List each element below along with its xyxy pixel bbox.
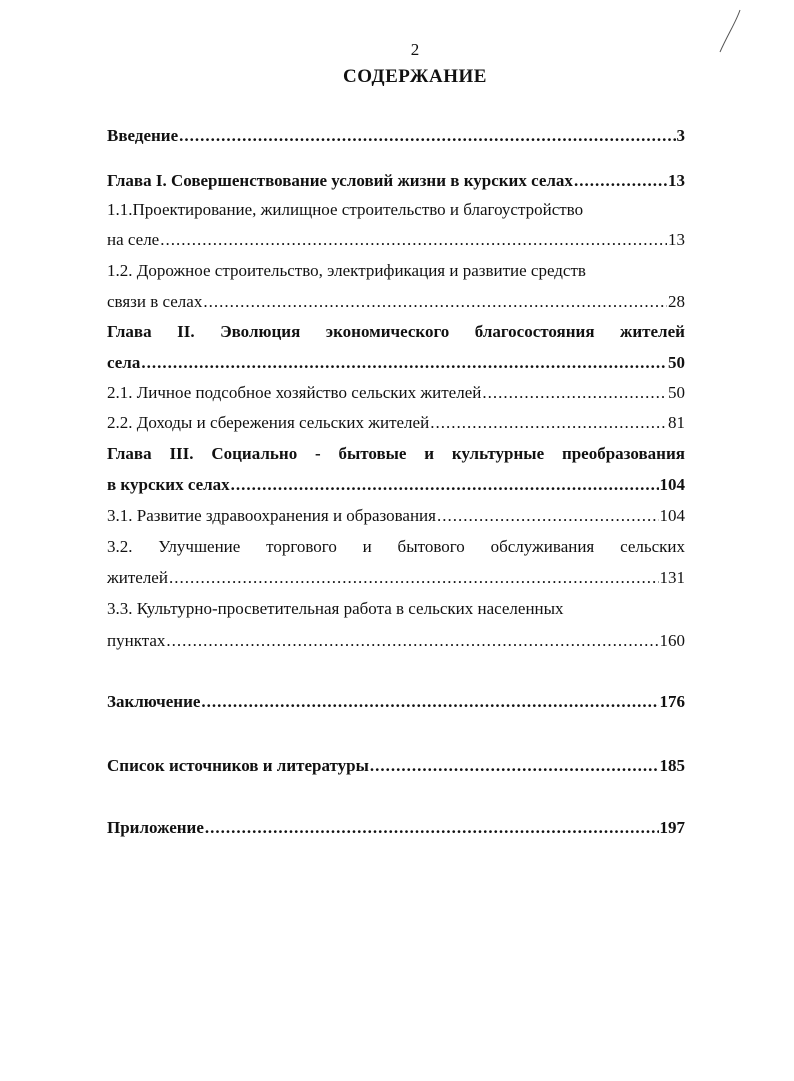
toc-entry-chapter-2-line2[interactable]	[107, 353, 685, 373]
toc-entry-chapter-1[interactable]	[107, 171, 685, 191]
toc-entry-page: 104	[659, 506, 685, 525]
toc-entry-page: 197	[659, 818, 685, 837]
toc-word: 3.2.	[107, 537, 133, 556]
toc-word: жителей	[620, 322, 685, 341]
leader-dots	[203, 292, 667, 312]
toc-entry-label: Приложение	[107, 818, 204, 837]
toc-entry-label: Введение	[107, 126, 179, 145]
toc-entry-page: 131	[659, 568, 685, 587]
leader-dots	[370, 756, 659, 776]
toc-entry-2-1[interactable]	[107, 383, 685, 403]
toc-word: обслуживания	[490, 537, 595, 556]
leader-dots	[166, 631, 658, 651]
toc-entry-sources[interactable]	[107, 756, 685, 776]
leader-dots	[160, 230, 667, 250]
toc-entry-label: села	[107, 353, 141, 372]
leader-dots	[430, 413, 667, 433]
toc-entry-page: 185	[659, 756, 685, 775]
toc-entry-1-2-line1[interactable]	[107, 261, 685, 281]
toc-entry-1-1-line2[interactable]	[107, 230, 685, 250]
toc-entry-3-2-line2[interactable]	[107, 568, 685, 588]
toc-entry-label: на селе	[107, 230, 160, 249]
toc-word: преобразования	[561, 444, 685, 463]
toc-word: Улучшение	[158, 537, 241, 556]
toc-entry-3-1[interactable]	[107, 506, 685, 526]
toc-word: Социально	[211, 444, 298, 463]
toc-entry-page: 28	[668, 292, 685, 311]
toc-entry-page: 3	[676, 126, 685, 145]
leader-dots	[231, 475, 659, 495]
toc-entry-3-3-line2[interactable]	[107, 631, 685, 651]
toc-entry-chapter-3-line2[interactable]	[107, 475, 685, 495]
toc-entry-page: 176	[659, 692, 685, 711]
leader-dots	[169, 568, 659, 588]
toc-entry-appendix[interactable]	[107, 818, 685, 838]
pen-stroke-mark	[716, 8, 744, 56]
toc-entry-label: Список источников и литературы	[107, 756, 369, 775]
toc-entry-page: 81	[668, 413, 685, 432]
toc-word: Эволюция	[220, 322, 301, 341]
toc-word: и	[362, 537, 372, 556]
toc-entry-label: 3.1. Развитие здравоохранения и образования	[107, 506, 436, 525]
leader-dots	[141, 353, 667, 373]
toc-entry-page: 160	[659, 631, 685, 650]
toc-entry-page: 104	[659, 475, 685, 494]
toc-entry-2-2[interactable]	[107, 413, 685, 433]
toc-entry-page: 50	[668, 383, 685, 402]
toc-word: благосостояния	[474, 322, 595, 341]
toc-entry-3-2-line1[interactable]	[107, 537, 685, 557]
toc-entry-label: связи в селах	[107, 292, 203, 311]
toc-word: II.	[177, 322, 195, 341]
toc-entry-page: 13	[668, 230, 685, 249]
toc-entry-intro[interactable]	[107, 126, 685, 146]
toc-entry-label: жителей	[107, 568, 168, 587]
toc-entry-conclusion[interactable]	[107, 692, 685, 712]
toc-entry-label: 1.2. Дорожное строительство, электрификация и развитие средств	[107, 261, 586, 280]
toc-entry-label: 1.1.Проектирование, жилищное строительство и благоустройство	[107, 200, 584, 219]
toc-word: торгового	[266, 537, 337, 556]
leader-dots	[437, 506, 659, 526]
page-title: СОДЕРЖАНИЕ	[343, 66, 487, 87]
leader-dots	[482, 383, 667, 403]
leader-dots	[205, 818, 659, 838]
toc-entry-page: 13	[668, 171, 685, 190]
toc-word: Глава	[107, 322, 152, 341]
toc-entry-1-1-line1[interactable]	[107, 200, 685, 220]
toc-entry-label: пунктах	[107, 631, 166, 650]
toc-word: и	[424, 444, 435, 463]
leader-dots	[179, 126, 675, 146]
toc-entry-chapter-2-line1[interactable]	[107, 322, 685, 342]
toc-entry-1-2-line2[interactable]	[107, 292, 685, 312]
toc-entry-label: 2.2. Доходы и сбережения сельских жителей	[107, 413, 430, 432]
toc-entry-3-3-line1[interactable]	[107, 599, 685, 619]
leader-dots	[201, 692, 658, 712]
toc-word: экономического	[325, 322, 450, 341]
toc-word: бытового	[397, 537, 465, 556]
toc-word: сельских	[620, 537, 685, 556]
leader-dots	[574, 171, 667, 191]
toc-word: Глава	[107, 444, 152, 463]
toc-entry-page: 50	[668, 353, 685, 372]
toc-entry-label: Глава I. Совершенствование условий жизни в курских селах	[107, 171, 573, 190]
toc-entry-chapter-3-line1[interactable]	[107, 444, 685, 464]
toc-entry-label: Заключение	[107, 692, 201, 711]
toc-word: -	[315, 444, 321, 463]
toc-entry-label: 2.1. Личное подсобное хозяйство сельских жителей	[107, 383, 482, 402]
toc-entry-label: в курских селах	[107, 475, 230, 494]
toc-word: бытовые	[338, 444, 407, 463]
toc-word: культурные	[451, 444, 545, 463]
toc-word: III.	[169, 444, 194, 463]
toc-entry-label: 3.3. Культурно-просветительная работа в сельских населенных	[107, 599, 564, 618]
page-number: 2	[410, 40, 420, 59]
